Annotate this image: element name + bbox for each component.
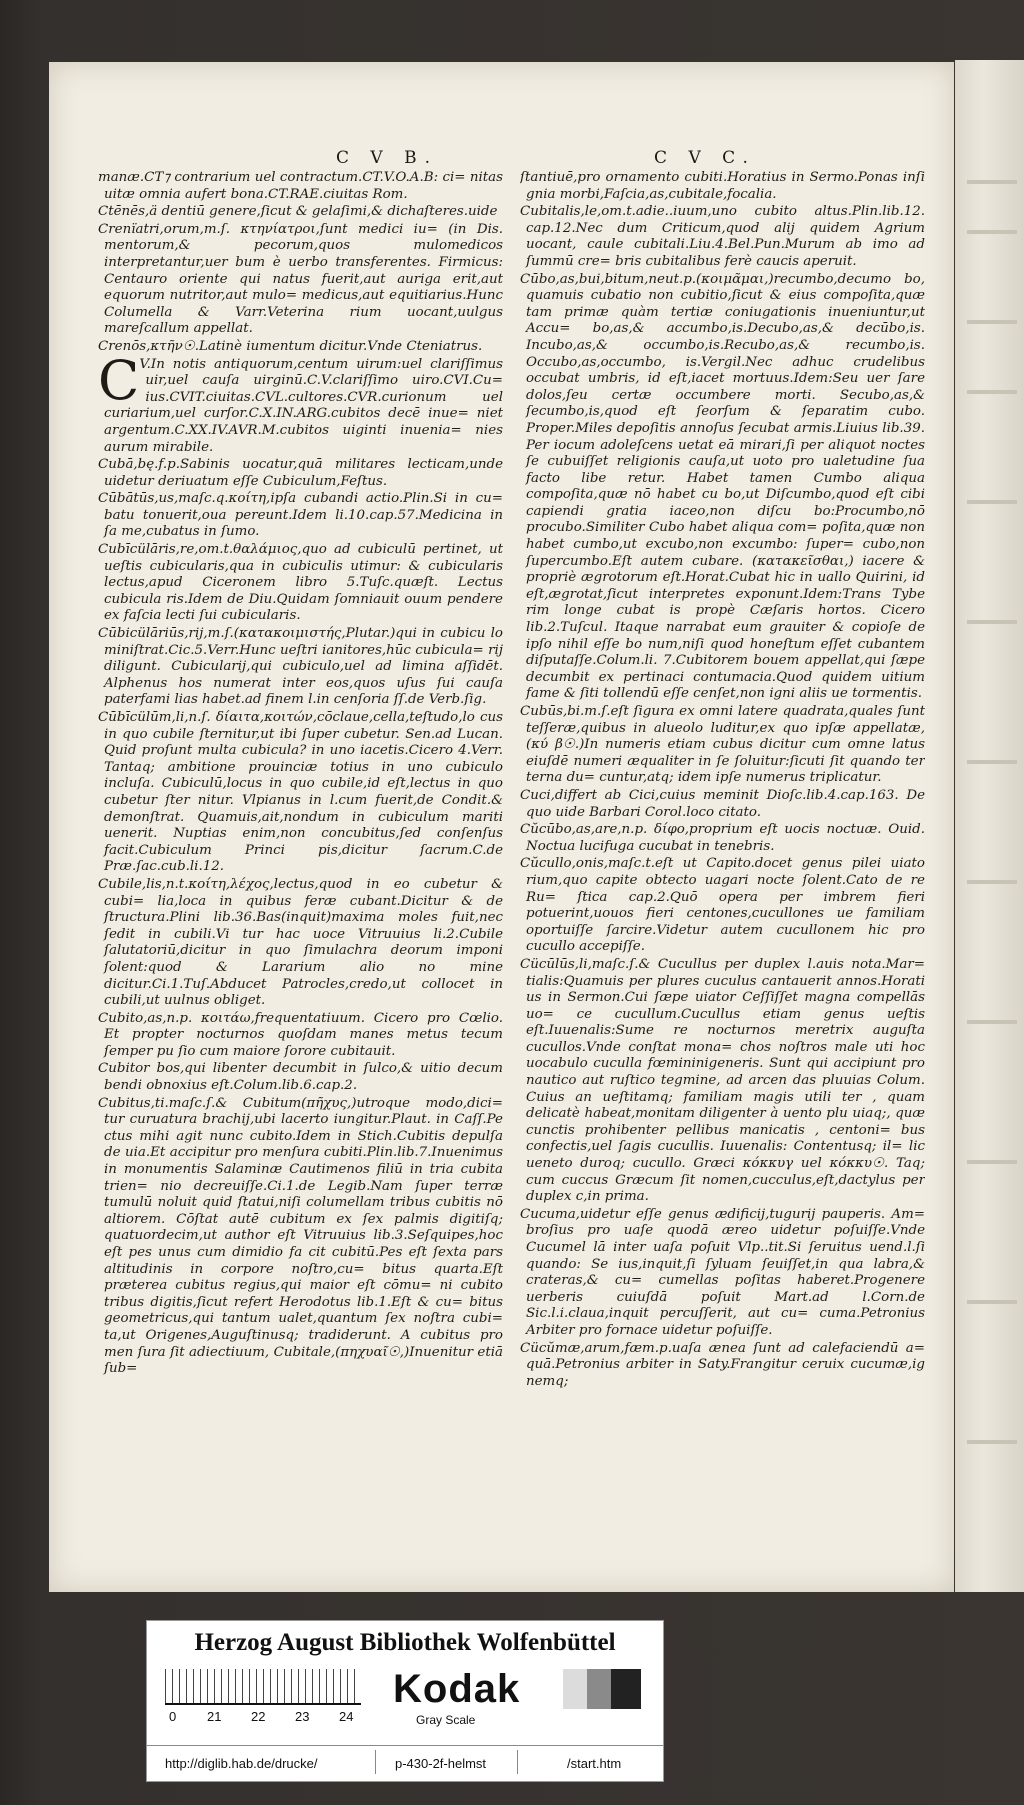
library-title: Herzog August Bibliothek Wolfenbüttel [194,1629,616,1656]
ruler-number: 22 [251,1709,266,1724]
entry: Crenōs,κτῆν☉.Latinè iumentum dicitur.Vnde Cteniatrus. [98,338,483,354]
entry: Cubīcülāris,re,om.t.θαλάμιος,quo ad cubiculū pertinet, ut ueſtis cubicularis,qua in cubiculis utimur: & cubicularis lectus,apud Ciceronem libro 5.Tuſc.quæſt. Lectus cubicula ris.Idem de Diu.Quidam ſomniauit ouum pendere ex faſcia lecti ſui cubicularis. [98,542,503,624]
entry: Cubā,bę.f.p.Sabinis uocatur,quā militares lecticam,unde uidetur deriuatum eſſe Cubiculum,Feſtus. [98,457,503,489]
page-header-right: C V C. [654,148,756,168]
gray-swatch [611,1669,641,1709]
ruler-number: 21 [207,1709,222,1724]
entry: Ctēnēs,ä dentiū genere,ſicut & gelaſimi,& dichaſteres.uide [98,204,498,220]
gray-scale-label: Gray Scale [416,1713,476,1727]
entry: Cŭcullo,onis,maſc.t.eſt ut Capito.docet genus pilei uiato rium,quo capite obtecto uagari nocte ſolent.Cato de re Ru= ſtica cap.2.Quō opera per imbrem fieri potuerint,uouos fieri centones,cucullones ue familiam oportuiſſe ſarcire.Videtur autem cucullonem hic pro cucullo accepiſſe. [520,856,925,955]
entry: Cūbo,as,bui,bitum,neut.p.(κοιμᾶμαι,)recumbo,decumo bo, quamuis cubatio non cubitio,ſicut & eius compoſita,quæ tam primæ quàm tertiæ coniugationis inueniuntur,ut Accu= bo,as,& accumbo,is.Decubo,as,& decūbo,is. Incubo,as,& occumbo,is.Recubo,as,& recumbo,is. Occubo,as,occumbo, is.Vergil.Nec adhuc crudelibus occubat umbris, id eſt,iacet mortuus.Idem:Seu uer ſare dolos,ſeu certæ occumbere morti. Secubo,as,& ſecumbo,is,quod eſt ſeorſum & ſeparatim cubo. Proper.Miles depoſitis annoſus ſecubat armis.Liuius lib.39. Per iocum adoleſcens uetat eā mirari,ſi per aliquot noctes ſe cubuiſſet religionis cauſa,ut uoto pro ualetudine ſua facto libe retur. Habet tamen Cumbo aliqua compoſita,quæ nō habet cu bo,ut Diſcumbo,quod eſt cibi capiendi gratia iaceo,non diſcu bo:Procumbo,nō procubo.Similiter Cubo habet aliqua com= poſita,quæ non habet cumbo,ut excubo,non excumbo: ſuper= cubo,non ſupercumbo.Eſt autem cubare. (κατακεῖσθαι,) iacere & propriè ægrotorum eſt.Horat.Cubat hic in uallo Quirini, id eſt,ægrotat,ſicut interpretes exponunt.Idem:Trans Tybe rim longe cubat is propè Cæſaris hortos. Cicero lib.2.Tuſcul. Itaque narrabat eum grauiter & copioſe de ipſo nihil eſſe bo num,niſi quod honeſtum eſſet cubantem diſputaſſe.Colum.li. 7.Cubitorem bouem appellat,qui ſæpe decumbit ex pertinaci contumacia.Quod quidem uitium fame & ſiti tollendū eſſe cenſet,non igni aliis ue tormentis. [520,271,925,702]
entry-c-drop [98,348,503,457]
kodak-logo: Kodak [393,1667,521,1711]
entry-text: V.In notis antiquorum,centum uirum:uel clariſſimus uir,uel cauſa uirginū.C.V.clariſſimo uiro.CVI.Cu= ius.CVIT.ciuitas.CVL.cultores.CVR.curionum uel curiarium,uel curſor.C.X.IN.ARG.cubitos decē inue= niet argentum.C.XX.IV.AVR.M.cubitos uiginti inuenia= nies aurum mirabile. [104,356,503,455]
right-column [520,170,925,1610]
ruler-number: 0 [169,1709,177,1724]
entry: Crenïatri,orum,m.ſ. κτηνίατροι,ſunt medici iu= (in Dis. mentorum,& pecorum,quos mulomedicos interpretantur,uer bum è uerbo transferentes. Firmicus: Centauro oriente qui natus fuerit,aut auriga erit,aut equorum nutritor,aut mulo= medicus,aut equitiarius.Hunc Columella & Varr.Veterina rium uocant,uulgus mareſcallum appellat. [98,221,503,337]
entry: manæ.CT⁊ contrarium uel contractum.CT.V.O.A.B: ci= nitas uitæ omnia aufert bona.CT.RAE.ciuitas Rom. [98,170,503,202]
entry: Cucuma,uidetur eſſe genus ædificij,tugurij pauperis. Am= broſius pro uaſe quodā æreo uidetur poſuiſſe.Vnde Cucumel lā inter uaſa poſuit Vlp..tit.Si ſeruitus uend.l.ſi quando: Se ius,inquit,ſi ſyluam ſeuiſſet,in qua labra,& crateras,& cu= cumellas poſitas haberet.Progenere uerberis cuiuſdā poſuit Mart.ad l.Corn.de Sic.l.i.claua,inquit percuſſerit, aut cu= cuma.Petronius Arbiter pro fornace uidetur poſuiſſe. [520,1206,925,1338]
ruler-scale [165,1669,361,1705]
entry: Cubūs,bi.m.ſ.eſt ſigura ex omni latere quadrata,quales ſunt teſſeræ,quibus in alueolo luditur,ex quo ipſæ appellatæ, (κύ β☉.)In numeris etiam cubus dicitur cum omne latus eiuſdē numeri æqualiter in ſe ſoluitur:ſicuti ſit quando ter terna du= cuntur,atq; idem ipſe numerus triplicatur. [520,704,925,786]
page-header-left: C V B. [336,148,438,168]
entry: Cuci,differt ab Cici,cuius meminit Dioſc.lib.4.cap.163. De quo uide Barbari Corol.loco citato. [520,787,925,820]
entry: Cubitalis,le,om.t.adie..iuum,uno cubito altus.Plin.lib.12. cap.12.Nec dum Criticum,quod alij quidem Agrium uocant, caule cubitali.Liu.4.Bel.Pun.Murum ab imo ad ſummū cre= bris cubitalibus ferè caucis aperuit. [520,204,925,269]
start-text: /start.htm [567,1756,622,1771]
entry: Cubitus,ti.maſc.ſ.& Cubitum(πῆχυς,)utroque modo,dici= tur curuatura brachij,ubi lacerto iungitur.Plaut. in Caſſ.Pe ctus mihi agit nunc cubito.Idem in Stich.Cubitis depulſa de uia.Et accipitur pro menſura cubiti.Plin.lib.7.Inuenimus in monumentis Salaminæ Cautimenos filiū in tria cubita trien= nio decreuiſſe.Ci.1.de Legib.Nam ſuper terræ tumulū noluit quid ſtatui,niſi columellam tribus cubitis nō altiorem. Cōſtat autē cubitum ex ſex palmis digitiſq; quatuordecim,ut author eſt Vitruuius lib.3.Seſquipes,hoc eſt pes unus cum dimidio fa cit cubitū.Pes eſt ſexta pars altitudinis in corpore noſtro,cu= bitus quarta.Eſt præterea cubitus regius,qui maior eſt cōmu= ni cubito tribus digitis,ſicut refert Herodotus lib.1.Eſt & cu= bitus geometricus,qui tantum ualet,quantum ſex noſtra cubi= ta,ut Origenes,Auguſtinusq; tradiderunt. A cubitus pro men ſura ſit adiectiuum, Cubitale,(πηχυαῖ☉,)Inuenitur etiā ſub= [98,1095,503,1377]
entry: Cūbicülāriūs,rij,m.ſ.(κατακοιμιστής,Plutar.)qui in cubicu lo miniſtrat.Cic.5.Verr.Hunc ueſtri ianitores,hūc cubicula= rij diligunt. Cubicularij,qui cubiculo,uel ad limina aſſidēt. Alphenus hos numerat inter eos,quos uſus ſui cauſa paterfami lias habet.ad finem l.in cenſoria ſſ.de Verb.ſig. [98,626,503,708]
ruler-number: 23 [295,1709,310,1724]
entry: Cūbātūs,us,maſc.q.κοίτη,ipſa cubandi actio.Plin.Si in cu= batu tonuerit,oua pereunt.Idem li.10.cap.57.Medicina in ſa me,cubatus in ſumo. [98,491,503,540]
gray-swatch [587,1669,611,1709]
entry: ſtantiuē,pro ornamento cubiti.Horatius in Sermo.Ponas inſi gnia morbi,Faſcia,as,cubitale,focalia. [520,170,925,202]
entry: Cücŭmæ,arum,fæm.p.uaſa ænea ſunt ad calefaciendū a= quā.Petronius arbiter in Saty.Frangitur ceruix cucumæ,ig nemq; [520,1340,925,1389]
entry: Cubitor bos,qui libenter decumbit in ſulco,& uitio decum bendi obnoxius eſt.Colum.lib.6.cap.2. [98,1061,503,1094]
ruler-number: 24 [339,1709,354,1724]
entry: Cücūlūs,li,maſc.ſ.& Cucullus per duplex l.auis nota.Mar= tialis:Quamuis per plures cuculus cantauerit annos.Horati us in Sermon.Cui ſæpe uiator Ceſſiſſet magna compellās uo= ce cucullum.Cucullus etiam genus ueſtis eſt.Iuuenalis:Sume re nocturnos meretrix auguſta cucullos.Vnde conſtat mona= chos noſtros male uti hoc uocabulo cuculla fœmininigeneris. Sunt qui accipiunt pro nautico aut ruſtico tegmine, ad arcen das pluuias Colum. Cuius an ueſtitamq; familiam magis utili ter , quam delicatè habeat,monitam diligenter à uento plu uiaq;, quæ cunctis prohibenter pellibus manicatis , centoni= bus confectis,uel ſagis cucullis. Iuuenalis: Contentusq; il= lic ueneto duroq; cucullo. Græci κόκκυγ uel κόκκυ☉. Taq; cum cuccus Græcum ſit nomen,cucculus,eſt,dactylus per duplex c,in prima. [520,956,925,1205]
url-text: http://diglib.hab.de/drucke/ [165,1756,318,1771]
card-footer [147,1745,663,1780]
entry: Cŭcūbo,as,are,n.p. δίφο,proprium eſt uocis noctuæ. Ouid. Noctua lucifuga cucubat in tenebris. [520,822,925,854]
shelfmark-text: p-430-2f-helmst [395,1756,487,1771]
left-column [98,170,503,1610]
color-target-card [146,1620,664,1782]
entry: Cubito,as,n.p. κοιτάω,frequentatiuum. Cicero pro Cœlio. Et propter nocturnos quoſdam manes metus tecum ſemper pu ſio cum maiore ſorore cubitauit. [98,1010,503,1059]
entry: Cūbīcülūm,li,n.ſ. δίαιτα,κοιτών,cōclaue,cella,teſtudo,lo cus in quo cubile ſternitur,ut ibi ſuper cubetur. Sen.ad Lucan. Quid proſunt multa cubicula? in uno iacetis.Cicero 4.Verr. Tantaq; ambitione prouinciæ totius in uno cubiculo incluſa. Cubiculū,locus in quo cubile,id eſt,lectus in quo cubetur ſter nitur. Vlpianus in l.cum fuerit,de Condit.& demonſtrat. Quamuis,ait,nondum in cubiculum mariti uenerit. Nuptias enim,non concubitus,ſed conſenſus facit.Cubiculum Princi pis,dicitur ſacrum.C.de Præ.ſac.cub.li.12. [98,710,503,875]
entry: Cubile,lis,n.t.κοίτη,λέχος,lectus,quod in eo cubetur & cubi= lia,loca in quibus feræ cubant.Dicitur & de ſtructura.Plini lib.36.Bas(inquit)maxima moles fuit,nec ſedit in cubili.Vi tur hac uoce Vitruuius li.2.Cubile ſalutatoriū,dicitur in quo ſimulachra deorum imponi ſolent:quod & Lararium alio no mine dicitur.Ci.1.Tuſ.Abducet Patrocles,credo,ut collocet in cubili,ut uulnus obliget. [98,876,503,1009]
next-page-edge [955,60,1024,1592]
drop-cap: C [98,348,140,412]
gray-swatch [563,1669,587,1709]
